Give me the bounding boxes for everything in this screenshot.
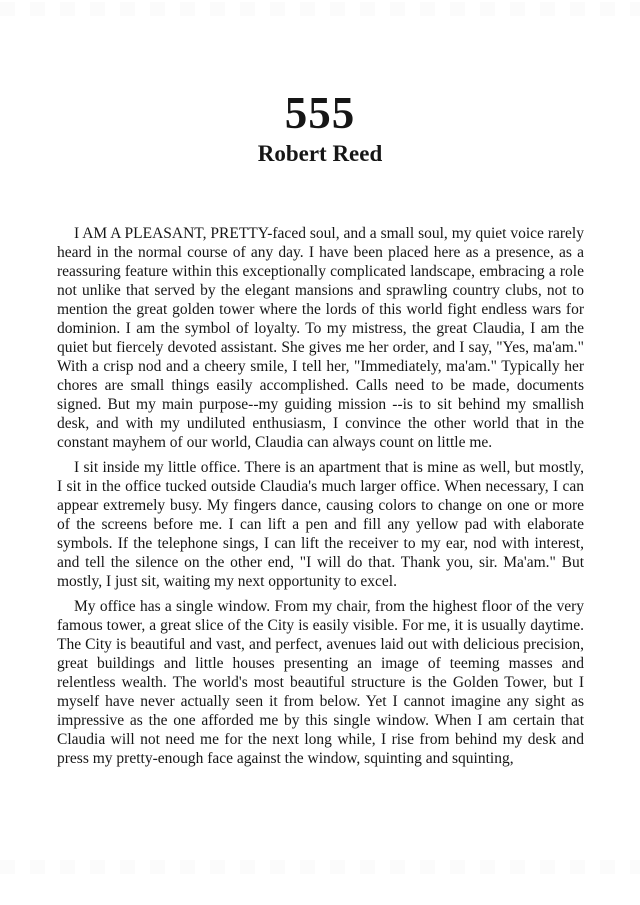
story-body <box>57 224 584 768</box>
story-author: Robert Reed <box>257 141 383 166</box>
story-title: 555 <box>284 88 356 138</box>
body-paragraph: I AM A PLEASANT, PRETTY-faced soul, and a small soul, my quiet voice rarely heard in the normal course of any day. I have been placed here as a presence, as a reassuring feature within this exceptionally complicated landscape, embracing a role not unlike that served by the elegant mansions and sprawling country clubs, not to mention the great golden tower where the lords of this world fight endless wars for dominion. I am the symbol of loyalty. To my mistress, the great Claudia, I am the quiet but fiercely devoted assistant. She gives me her order, and I say, "Yes, ma'am." With a crisp nod and a cheery smile, I tell her, "Immediately, ma'am." Typically her chores are small things easily accomplished. Calls need to be made, documents signed. But my main purpose--my guiding mission --is to sit behind my smallish desk, and with my undiluted enthusiasm, I convince the other world that in the constant mayhem of our world, Claudia can always count on little me. <box>57 225 584 451</box>
body-paragraph: I sit inside my little office. There is an apartment that is mine as well, but mostly, I sit in the office tucked outside Claudia's much larger office. When necessary, I can appear extremely busy. My fingers dance, causing colors to change on one or more of the screens before me. I can lift a pen and fill any yellow pad with elaborate symbols. If the telephone sings, I can lift the receiver to my ear, nod with interest, and tell the silence on the other end, "I will do that. Thank you, sir. Ma'am." But mostly, I just sit, waiting my next opportunity to excel. <box>57 459 584 590</box>
body-paragraph: My office has a single window. From my chair, from the highest floor of the very famous tower, a great slice of the City is easily visible. For me, it is usually daytime. The City is beautiful and vast, and perfect, avenues laid out with delicious precision, great buildings and little houses presenting an image of teeming masses and relentless wealth. The world's most beautiful structure is the Golden Tower, but I myself have never actually seen it from below. Yet I cannot imagine any sight as impressive as the one afforded me by this single window. When I am certain that Claudia will not need me for the next long while, I rise from behind my desk and press my pretty-enough face against the window, squinting and squinting, <box>57 598 584 767</box>
page-edge-texture-bottom <box>0 860 640 874</box>
